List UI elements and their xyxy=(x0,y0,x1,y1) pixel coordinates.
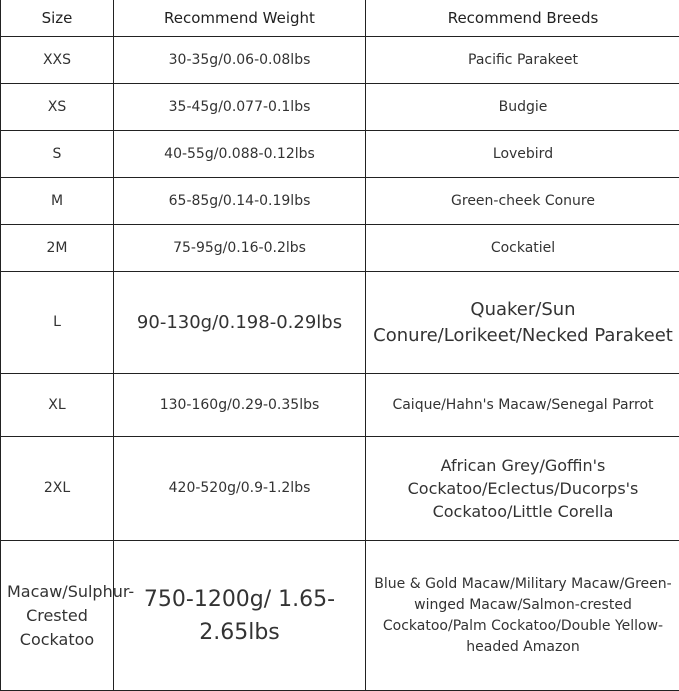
breeds-cell: Budgie xyxy=(366,84,679,131)
breeds-cell: Quaker/Sun Conure/Lorikeet/Necked Parakeet xyxy=(366,272,679,374)
header-size: Size xyxy=(1,0,114,37)
size-cell: L xyxy=(1,272,114,374)
size-cell: 2M xyxy=(1,225,114,272)
size-cell: XXS xyxy=(1,37,114,84)
header-weight: Recommend Weight xyxy=(114,0,366,37)
size-cell: XS xyxy=(1,84,114,131)
weight-cell: 420-520g/0.9-1.2lbs xyxy=(114,437,366,541)
table-row xyxy=(1,84,679,131)
table-row xyxy=(1,272,679,374)
weight-cell: 30-35g/0.06-0.08lbs xyxy=(114,37,366,84)
table-row xyxy=(1,374,679,437)
size-cell: M xyxy=(1,178,114,225)
breeds-cell: Pacific Parakeet xyxy=(366,37,679,84)
weight-cell: 40-55g/0.088-0.12lbs xyxy=(114,131,366,178)
weight-cell: 65-85g/0.14-0.19lbs xyxy=(114,178,366,225)
breeds-cell: Cockatiel xyxy=(366,225,679,272)
size-cell: XL xyxy=(1,374,114,437)
size-cell: 2XL xyxy=(1,437,114,541)
table-row xyxy=(1,437,679,541)
breeds-cell: Blue & Gold Macaw/Military Macaw/Green-winged Macaw/Salmon-crested Cockatoo/Palm Cockatoo/Double Yellow-headed Amazon xyxy=(366,541,679,691)
weight-cell: 75-95g/0.16-0.2lbs xyxy=(114,225,366,272)
header-breeds: Recommend Breeds xyxy=(366,0,679,37)
table-row xyxy=(1,178,679,225)
size-cell: Macaw/Sulphur-Crested Cockatoo xyxy=(1,541,114,691)
table-row xyxy=(1,131,679,178)
breeds-cell: African Grey/Goffin's Cockatoo/Eclectus/Ducorps's Cockatoo/Little Corella xyxy=(366,437,679,541)
table-row xyxy=(1,37,679,84)
weight-cell: 90-130g/0.198-0.29lbs xyxy=(114,272,366,374)
weight-cell: 750-1200g/ 1.65-2.65lbs xyxy=(114,541,366,691)
breeds-cell: Caique/Hahn's Macaw/Senegal Parrot xyxy=(366,374,679,437)
weight-cell: 35-45g/0.077-0.1lbs xyxy=(114,84,366,131)
weight-cell: 130-160g/0.29-0.35lbs xyxy=(114,374,366,437)
table-row xyxy=(1,225,679,272)
table-header-row xyxy=(1,0,679,37)
table-row xyxy=(1,541,679,691)
breeds-cell: Green-cheek Conure xyxy=(366,178,679,225)
breeds-cell: Lovebird xyxy=(366,131,679,178)
size-cell: S xyxy=(1,131,114,178)
